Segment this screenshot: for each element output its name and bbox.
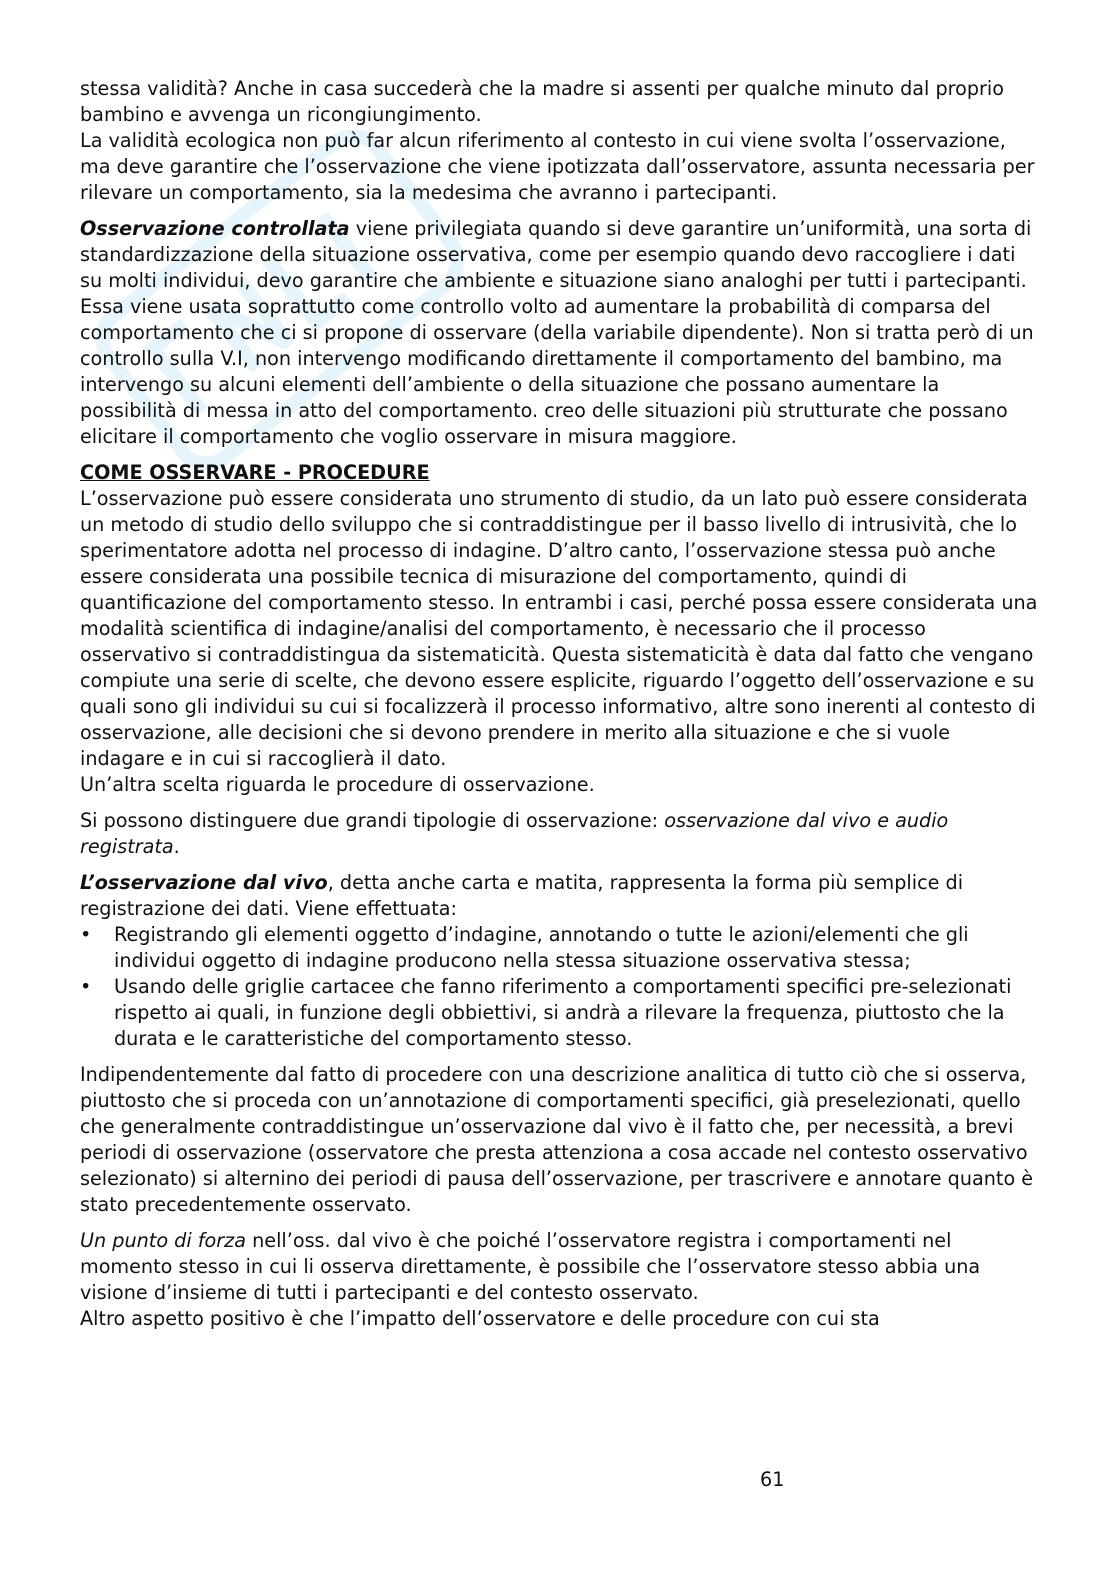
paragraph-text: Si possono distinguere due grandi tipologie di osservazione:	[80, 809, 665, 832]
paragraph-text: nell’oss. dal vivo è che poiché l’osservatore registra i comportamenti nel momento stesso in cui li osserva direttamente, è possibile che l’osservatore stesso abbia una visione d’insieme di tutti i partecipanti e del contesto osservato.	[80, 1229, 981, 1304]
paragraph-tipologie	[80, 808, 1040, 860]
paragraph-osservazione-dal-vivo	[80, 870, 1040, 922]
italic-phrase: osservazione dal vivo e audio registrata	[80, 809, 949, 858]
paragraph: La validità ecologica non può far alcun riferimento al contesto in cui viene svolta l’osservazione, ma deve garantire che l’osservazione che viene ipotizzata dall’osservatore, assunta necessaria per rilevare un comportamento, sia la medesima che avranno i partecipanti.	[80, 129, 1035, 204]
bullet-list	[80, 922, 1040, 1052]
italic-phrase: Un punto di forza	[80, 1229, 246, 1252]
paragraph-text: viene privilegiata quando si deve garantire un’uniformità, una sorta di standardizzazione della situazione osservativa, come per esempio quando devo raccogliere i dati su molti individui, devo garantire che ambiente e situazione siano analoghi per tutti i partecipanti.	[80, 217, 1032, 292]
term-osservazione-dal-vivo: L’osservazione dal vivo	[80, 871, 328, 894]
paragraph: Altro aspetto positivo è che l’impatto dell’osservatore e delle procedure con cui sta	[80, 1307, 880, 1330]
list-item: • Registrando gli elementi oggetto d’indagine, annotando o tutte le azioni/elementi che gli individui oggetto di indagine producono nella stessa situazione osservativa stessa;	[80, 922, 1040, 974]
paragraph-text: .	[173, 835, 180, 858]
section-heading: COME OSSERVARE - PROCEDURE	[80, 461, 430, 484]
paragraph: Indipendentemente dal fatto di procedere con una descrizione analitica di tutto ciò che si osserva, piuttosto che si proceda con un’annotazione di comportamenti specifici, già preselezionati, quello che generalmente contraddistingue un’osservazione dal vivo è il fatto che, per necessità, a brevi periodi di osservazione (osservatore che presta attenziona a cosa accade nel contesto osservativo selezionato) si alternino dei periodi di pausa dell’osservazione, per trascrivere e annotare quanto è stato precedentemente osservato.	[80, 1063, 1034, 1216]
paragraph: stessa validità? Anche in casa succederà che la madre si assenti per qualche minuto dal proprio bambino e avvenga un ricongiungimento.	[80, 77, 1004, 126]
list-item: • Usando delle griglie cartacee che fanno riferimento a comportamenti specifici pre-selezionati rispetto ai quali, in funzione degli obbiettivi, si andrà a rilevare la frequenza, piuttosto che la durata e le caratteristiche del comportamento stesso.	[80, 974, 1040, 1052]
paragraph-punto-di-forza	[80, 1228, 1040, 1306]
page-number: 61	[760, 1468, 785, 1491]
paragraph: Essa viene usata soprattutto come controllo volto ad aumentare la probabilità di comparsa del comportamento che ci si propone di osservare (della variabile dipendente). Non si tratta però di un controllo sulla V.I, non intervengo modificando direttamente il comportamento del bambino, ma intervengo su alcuni elementi dell’ambiente o della situazione che possano aumentare la possibilità di messa in atto del comportamento. creo delle situazioni più strutturate che possano elicitare il comportamento che voglio osservare in misura maggiore.	[80, 295, 1034, 448]
term-osservazione-controllata: Osservazione controllata	[80, 217, 350, 240]
paragraph: L’osservazione può essere considerata uno strumento di studio, da un lato può essere considerata un metodo di studio dello sviluppo che si contraddistingue per il basso livello di intrusività, che lo sperimentatore adotta nel processo di indagine. D’altro canto, l’osservazione stessa può anche essere considerata una possibile tecnica di misurazione del comportamento, quindi di quantificazione del comportamento stesso. In entrambi i casi, perché possa essere considerata una modalità scientifica di indagine/analisi del comportamento, è necessario che il processo osservativo si contraddistingua da sistematicità. Questa sistematicità è data dal fatto che vengano compiute una serie di scelte, che devono essere esplicite, riguardo l’oggetto dell’osservazione e su quali sono gli individui su cui si focalizzerà il processo informativo, altre sono inerenti al contesto di osservazione, alle decisioni che si devono prendere in merito alla situazione e che si vuole indagare e in cui si raccoglierà il dato.	[80, 487, 1038, 770]
paragraph-text: , detta anche carta e matita, rappresenta la forma più semplice di registrazione dei dati. Viene effettuata:	[80, 871, 964, 920]
document-page	[80, 76, 1040, 1332]
paragraph-osservazione-controllata	[80, 216, 1040, 294]
paragraph: Un’altra scelta riguarda le procedure di osservazione.	[80, 773, 595, 796]
